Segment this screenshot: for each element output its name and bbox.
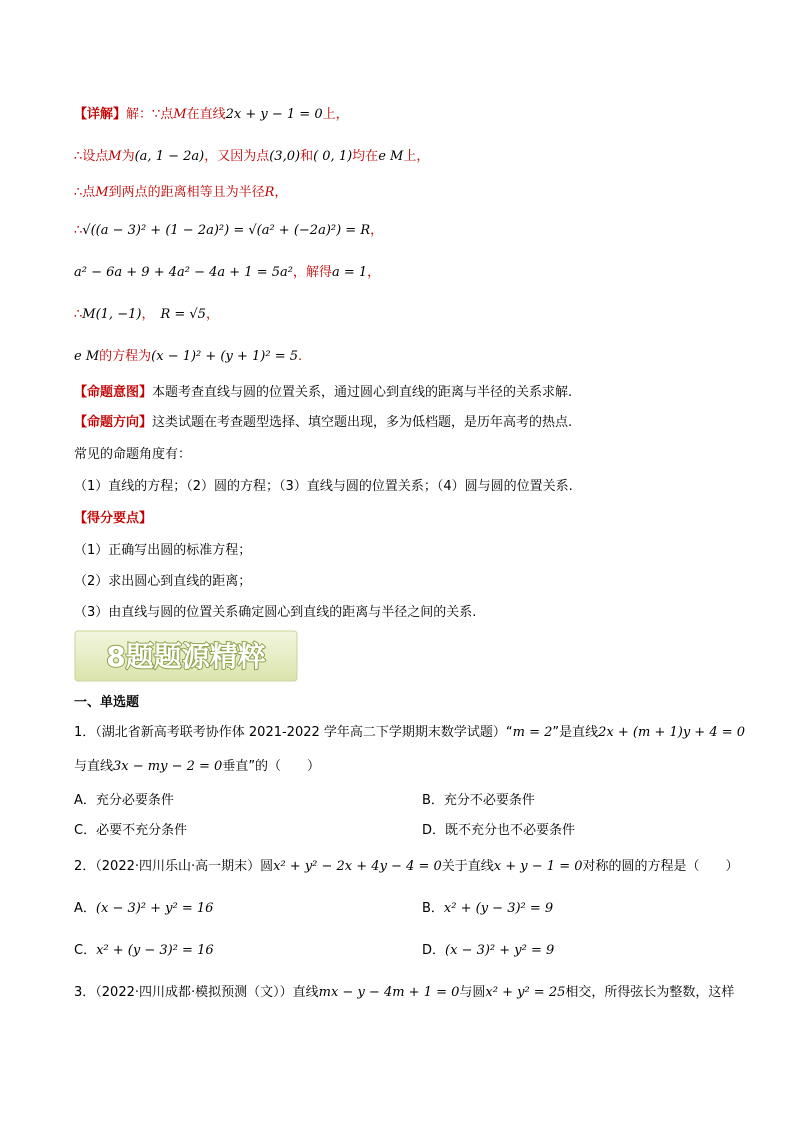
banner-graphic (74, 628, 298, 683)
intent-tag: 【命题意图】 (74, 385, 153, 400)
direction-text: 这类试题在考查题型选择、填空题出现，多为低档题，是历年高考的热点. (152, 415, 573, 430)
detail-line-6: ∴M(1, −1)， R = √5， (74, 307, 219, 322)
question-1-option-c[interactable]: C．必要不充分条件 (74, 823, 188, 838)
detail-line-7: e M的方程为(x − 1)² + (y + 1)² = 5. (74, 349, 303, 364)
question-2-option-c[interactable]: C．x² + (y − 3)² = 16 (74, 943, 214, 958)
detail-line-2: ∴设点M为(a, 1 − 2a)，又因为点(3,0)和( 0, 1)均在e M上， (74, 149, 430, 164)
question-3-stem: 3．（2022·四川成都·模拟预测（文））直线mx − y − 4m + 1 = 0与圆x² + y² = 25相交，所得弦长为整数，这样 (74, 985, 735, 1000)
question-1-options-row-1 (74, 792, 535, 810)
question-1-stem: 1．（湖北省新高考联考协作体 2021-2022 学年高二下学期期末数学试题）“m = 2”是直线2x + (m + 1)y + 4 = 0 (74, 725, 746, 740)
points-item-2: （2）求出圆心到直线的距离； (74, 574, 252, 589)
question-2-option-a[interactable]: A．(x − 3)² + y² = 16 (74, 901, 214, 916)
detail-tag: 【详解】 (74, 107, 127, 122)
angles-heading: 常见的命题角度有： (74, 447, 192, 462)
intent-line (74, 384, 572, 402)
question-1-stem-cont: 与直线3x − my − 2 = 0垂直”的（ ） (74, 759, 321, 774)
section-banner (74, 628, 298, 683)
detail-line-4: ∴√((a − 3)² + (1 − 2a)²) = √(a² + (−2a)²) = R， (74, 223, 384, 238)
detail-line-5: a² − 6a + 9 + 4a² − 4a + 1 = 5a²，解得a = 1， (74, 265, 381, 280)
detail-line-1: 【详解】解：∵点M在直线2x + y − 1 = 0上， (74, 107, 349, 122)
question-2-options-row-1 (74, 900, 554, 918)
question-1-options-row-2 (74, 822, 576, 840)
intent-text: 本题考查直线与圆的位置关系，通过圆心到直线的距离与半径的关系求解. (152, 385, 573, 400)
question-2-option-b[interactable]: B．x² + (y − 3)² = 9 (422, 901, 554, 916)
angles-items: （1）直线的方程；（2）圆的方程；（3）直线与圆的位置关系；（4）圆与圆的位置关系. (74, 479, 573, 494)
points-item-3: （3）由直线与圆的位置关系确定圆心到直线的距离与半径之间的关系. (74, 605, 477, 620)
section-title: 一、单选题 (74, 695, 140, 710)
question-1-option-b[interactable]: B．充分不必要条件 (422, 793, 535, 808)
question-2-option-d[interactable]: D．(x − 3)² + y² = 9 (422, 943, 555, 958)
detail-line-3: ∴点M到两点的距离相等且为半径R， (74, 185, 288, 200)
question-1-option-a[interactable]: A．充分必要条件 (74, 793, 174, 808)
direction-line (74, 414, 572, 432)
question-2-options-row-2 (74, 942, 555, 960)
direction-tag: 【命题方向】 (74, 415, 153, 430)
points-item-1: （1）正确写出圆的标准方程； (74, 543, 252, 558)
banner-text: 8题题源精粹 (106, 640, 266, 673)
question-2-stem: 2．（2022·四川乐山·高一期末）圆x² + y² − 2x + 4y − 4 = 0关于直线x + y − 1 = 0对称的圆的方程是（ ） (74, 859, 739, 874)
question-1-option-d[interactable]: D．既不充分也不必要条件 (422, 823, 576, 838)
points-tag: 【得分要点】 (74, 511, 153, 526)
